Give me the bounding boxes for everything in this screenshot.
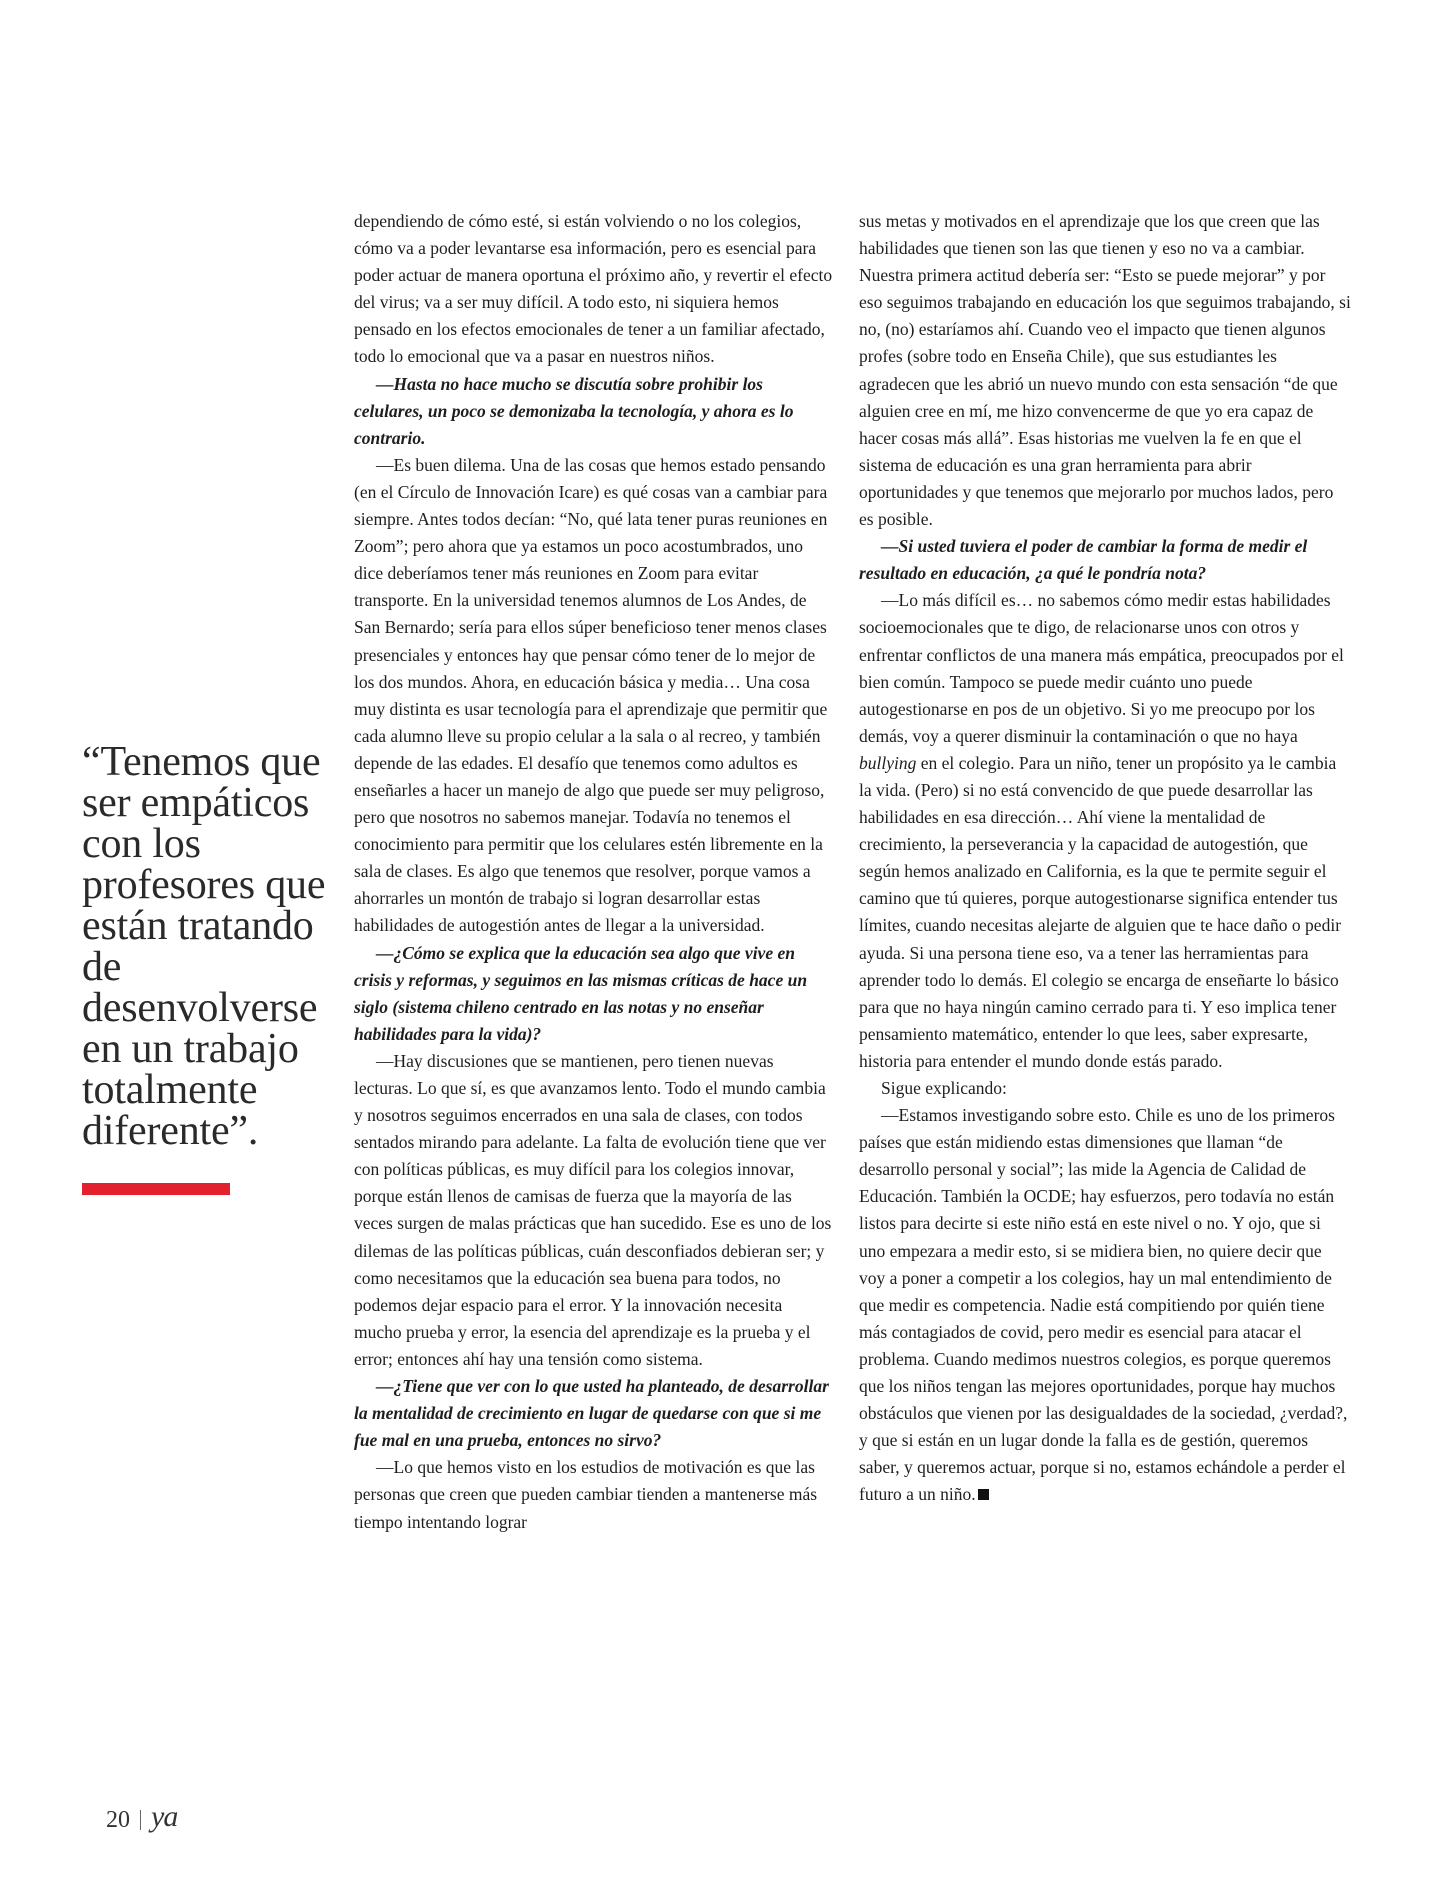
pull-quote-rule <box>82 1183 230 1195</box>
paragraph <box>859 587 1351 1075</box>
interview-question: —Hasta no hace mucho se discutía sobre prohibir los celulares, un poco se demonizaba la tecnología, y ahora es lo contrario. <box>354 373 794 448</box>
paragraph-text: en el colegio. Para un niño, tener un propósito ya le cambia la vida. (Pero) si no está convencido de que puede desarrollar las habilidades en esa dirección… Ahí viene la mentalidad de crecimiento, la perseverancia y la capacidad de autogestión, que según hemos analizado en California, es la que te permite seguir el camino que tú quieres, porque autogestionarse significa entender tus límites, cuando necesitas alejarte de alguien que te hace daño o pedir ayuda. Si una persona tiene eso, va a tener las herramientas para aprender todo lo demás. El colegio se encarga de enseñarte lo básico para que no haya ningún camino cerrado para ti. Y eso implica tener pensamiento matemático, entender lo que lees, saber expresarte, historia para entender el mundo donde estás parado. <box>859 752 1342 1071</box>
paragraph <box>859 1102 1351 1508</box>
emphasized-term: bullying <box>859 752 917 773</box>
interview-question: —¿Cómo se explica que la educación sea algo que vive en crisis y reformas, y seguimos en las mismas críticas de hace un siglo (sistema chileno centrado en las notas y no enseñar habilidades para la vida)? <box>354 942 808 1044</box>
pull-quote: “Tenemos que ser empáticos con los profesores que están tratando de desenvolverse en un trabajo totalmente diferente”. <box>82 739 326 1154</box>
paragraph: Sigue explicando: <box>881 1078 1007 1098</box>
magazine-logo: ya <box>151 1800 178 1833</box>
paragraph-text: —Estamos investigando sobre esto. Chile es uno de los primeros países que están midiendo estas dimensiones que llaman “de desarrollo personal y social”; las mide la Agencia de Calidad de Educación. También la OCDE; hay esfuerzos, pero todavía no están listos para decirte si este niño está en este nivel o no. Y ojo, que si uno empezara a medir esto, si se midiera bien, no quiere decir que voy a poner a competir a los colegios, hay un mal entendimiento de que medir es competencia. Nadie está compitiendo por quién tiene más contagiados de covid, pero medir es esencial para atacar el problema. Cuando medimos nuestros colegios, es porque queremos que los niños tengan las mejores oportunidades, porque hay muchos obstáculos que vienen por las desigualdades de la sociedad, ¿verdad?, y que si están en un lugar donde la falla es de gestión, queremos saber, y queremos actuar, porque si no, estamos echándole a perder el futuro a un niño. <box>859 1105 1348 1505</box>
interview-question: —¿Tiene que ver con lo que usted ha planteado, de desarrollar la mentalidad de crecimiento en lugar de quedarse con que si me fue mal en una prueba, entonces no sirvo? <box>354 1376 829 1451</box>
end-of-article-mark <box>978 1489 989 1500</box>
footer-divider <box>140 1810 141 1830</box>
paragraph: dependiendo de cómo esté, si están volviendo o no los colegios, cómo va a poder levantarse esa información, pero es esencial para poder actuar de manera oportuna el próximo año, y revertir el efecto del virus; va a ser muy difícil. A todo esto, ni siquiera hemos pensado en los efectos emocionales de tener a un familiar afectado, todo lo emocional que va a pasar en nuestros niños. <box>354 211 833 367</box>
interview-question: —Si usted tuviera el poder de cambiar la forma de medir el resultado en educación, ¿a qué le pondría nota? <box>859 536 1308 584</box>
paragraph: —Lo que hemos visto en los estudios de motivación es que las personas que creen que pueden cambiar tienden a mantenerse más tiempo intentando lograr <box>354 1457 818 1532</box>
page-number: 20 <box>106 1806 130 1833</box>
paragraph: —Hay discusiones que se mantienen, pero tienen nuevas lecturas. Lo que sí, es que avanzamos lento. Todo el mundo cambia y nosotros seguimos encerrados en una sala de clases, con todos sentados mirando para adelante. La falta de evolución tiene que ver con políticas públicas, es muy difícil para los colegios innovar, porque están llenos de camisas de fuerza que la mayoría de las veces surgen de malas prácticas que han sucedido. Ese es uno de los dilemas de las políticas públicas, cuán desconfiados debieran ser; y como necesitamos que la educación sea buena para todos, no podemos dejar espacio para el error. Y la innovación necesita mucho prueba y error, la esencia del aprendizaje es la prueba y el error; entonces ahí hay una tensión como sistema. <box>354 1050 832 1369</box>
page-footer <box>106 1800 178 1836</box>
paragraph-text: —Lo más difícil es… no sabemos cómo medir estas habilidades socioemocionales que te digo, de relacionarse unos con otros y enfrentar conflictos de una manera más empática, preocupados por el bien común. Tampoco se puede medir cuánto uno puede autogestionarse en pos de un objetivo. Si yo me preocupo por los demás, voy a querer disminuir la contaminación o que no haya <box>859 590 1344 746</box>
article-column-2 <box>859 208 1351 1509</box>
article-column-1 <box>354 208 834 1536</box>
paragraph: sus metas y motivados en el aprendizaje que los que creen que las habilidades que tienen son las que tienen y eso no va a cambiar. Nuestra primera actitud debería ser: “Esto se puede mejorar” y por eso seguimos trabajando en educación los que seguimos trabajando, si no, (no) estaríamos ahí. Cuando veo el impacto que tienen algunos profes (sobre todo en Enseña Chile), que sus estudiantes les agradecen que les abrió un nuevo mundo con esta sensación “de que alguien cree en mí, me hizo convencerme de que yo era capaz de hacer cosas más allá”. Esas historias me vuelven la fe en que el sistema de educación es una gran herramienta para abrir oportunidades y que tenemos que mejorarlo por muchos lados, pero es posible. <box>859 211 1351 530</box>
paragraph: —Es buen dilema. Una de las cosas que hemos estado pensando (en el Círculo de Innovación Icare) es qué cosas van a cambiar para siempre. Antes todos decían: “No, qué lata tener puras reuniones en Zoom”; pero ahora que ya estamos un poco acostumbrados, uno dice deberíamos tener más reuniones en Zoom para evitar transporte. En la universidad tenemos alumnos de Los Andes, de San Bernardo; sería para ellos súper beneficioso tener menos clases presenciales y entonces hay que pensar cómo tener de lo mejor de los dos mundos. Ahora, en educación básica y media… Una cosa muy distinta es usar tecnología para el aprendizaje que permitir que cada alumno lleve su propio celular a la sala o al recreo, y también depende de las edades. El desafío que tenemos como adultos es enseñarles a hacer un manejo de algo que puede ser muy peligroso, pero que nosotros no sabemos manejar. Todavía no tenemos el conocimiento para permitir que los celulares estén libremente en la sala de clases. Es algo que tenemos que resolver, porque vamos a ahorrarles un montón de trabajo si logran desarrollar estas habilidades de autogestión antes de llegar a la universidad. <box>354 454 828 936</box>
